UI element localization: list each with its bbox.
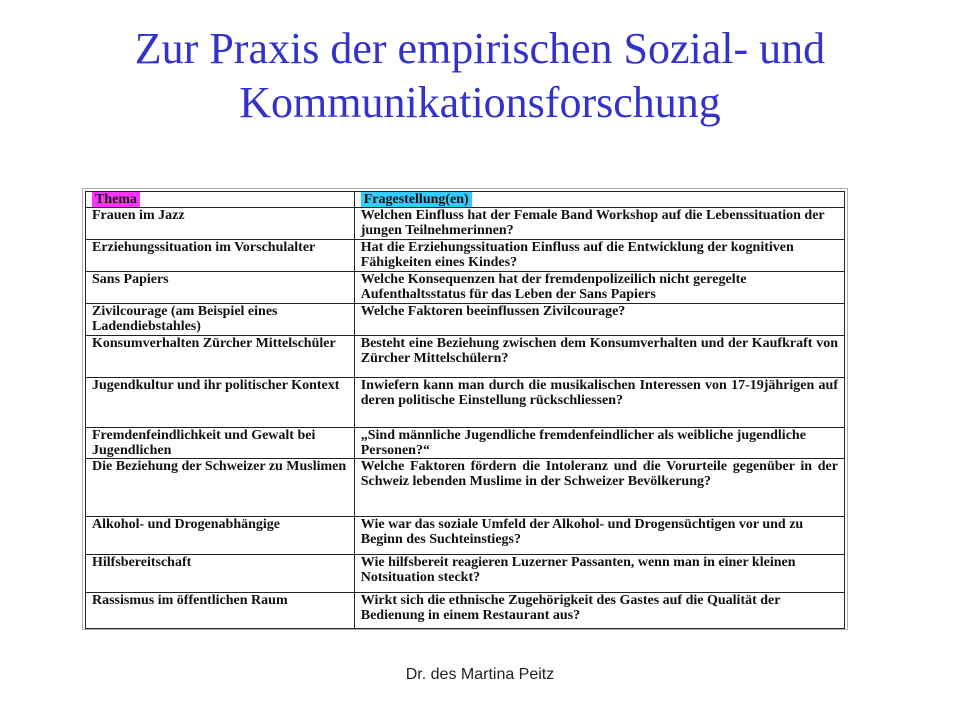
thema-cell: Rassismus im öffentlichen Raum xyxy=(86,593,355,629)
footer-author: Dr. des Martina Peitz xyxy=(405,666,555,683)
fragestellung-cell: Wie war das soziale Umfeld der Alkohol- und Drogensüchtigen vor und zu Beginn des Suchteinstiegs? xyxy=(354,517,844,555)
thema-cell: Die Beziehung der Schweizer zu Muslimen xyxy=(86,459,355,517)
table-row xyxy=(86,593,845,629)
table-row xyxy=(86,336,845,378)
fragestellung-cell: Besteht eine Beziehung zwischen dem Konsumverhalten und der Kaufkraft von Zürcher Mittelschülern? xyxy=(354,336,844,378)
fragestellung-cell: Wirkt sich die ethnische Zugehörigkeit des Gastes auf die Qualität der Bedienung in einem Restaurant aus? xyxy=(354,593,844,629)
fragestellung-cell: Inwiefern kann man durch die musikalischen Interessen von 17-19jährigen auf deren politische Einstellung rückschliessen? xyxy=(354,378,844,428)
fragestellung-cell: Hat die Erziehungssituation Einfluss auf die Entwicklung der kognitiven Fähigkeiten eines Kindes? xyxy=(354,240,844,272)
thema-cell: Alkohol- und Drogenabhängige xyxy=(86,517,355,555)
thema-cell: Sans Papiers xyxy=(86,272,355,304)
table-row xyxy=(86,555,845,593)
fragestellung-cell: „Sind männliche Jugendliche fremdenfeindlicher als weibliche jugendliche Personen?“ xyxy=(354,428,844,459)
research-topics-table-image xyxy=(82,188,848,630)
thema-cell: Hilfsbereitschaft xyxy=(86,555,355,593)
table-row xyxy=(86,428,845,459)
slide-title-line-1: Zur Praxis der empirischen Sozial- und xyxy=(134,24,826,73)
slide-title xyxy=(0,22,960,130)
fragestellung-cell: Welche Konsequenzen hat der fremdenpolizeilich nicht geregelte Aufenthaltsstatus für das Leben der Sans Papiers xyxy=(354,272,844,304)
header-cell-thema xyxy=(86,192,355,208)
fragestellung-cell: Wie hilfsbereit reagieren Luzerner Passanten, wenn man in einer kleinen Notsituation steckt? xyxy=(354,555,844,593)
table-row xyxy=(86,240,845,272)
header-thema-label: Thema xyxy=(92,192,140,207)
research-topics-table xyxy=(85,191,845,629)
thema-cell: Konsumverhalten Zürcher Mittelschüler xyxy=(86,336,355,378)
fragestellung-cell: Welche Faktoren fördern die Intoleranz und die Vorurteile gegenüber in der Schweiz lebenden Muslime in der Schweizer Bevölkerung? xyxy=(354,459,844,517)
thema-cell: Erziehungssituation im Vorschulalter xyxy=(86,240,355,272)
header-fragestellung-label: Fragestellung(en) xyxy=(361,192,472,207)
table-row xyxy=(86,459,845,517)
thema-cell: Zivilcourage (am Beispiel eines Ladendiebstahles) xyxy=(86,304,355,336)
table-row xyxy=(86,517,845,555)
table-row xyxy=(86,378,845,428)
fragestellung-cell: Welche Faktoren beeinflussen Zivilcourage? xyxy=(354,304,844,336)
header-cell-fragestellung xyxy=(354,192,844,208)
fragestellung-cell: Welchen Einfluss hat der Female Band Workshop auf die Lebenssituation der jungen Teilnehmerinnen? xyxy=(354,208,844,240)
table-row xyxy=(86,304,845,336)
table-row xyxy=(86,272,845,304)
thema-cell: Fremdenfeindlichkeit und Gewalt bei Jugendlichen xyxy=(86,428,355,459)
table-row xyxy=(86,208,845,240)
slide-title-line-2: Kommunikationsforschung xyxy=(239,78,721,127)
thema-cell: Frauen im Jazz xyxy=(86,208,355,240)
table-header-row xyxy=(86,192,845,208)
thema-cell: Jugendkultur und ihr politischer Kontext xyxy=(86,378,355,428)
